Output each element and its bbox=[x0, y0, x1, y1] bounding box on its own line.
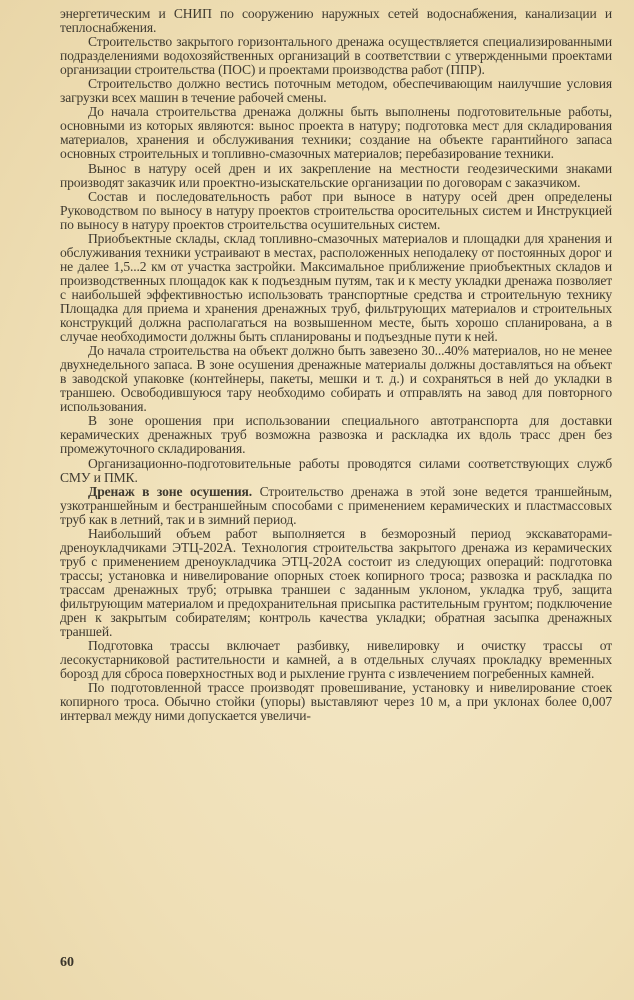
page-body bbox=[60, 7, 612, 723]
paragraph: Вынос в натуру осей дрен и их закрепление на местности геодезическими знаками производят заказчик или проектно-изыскательские организации по договорам с заказчиком. bbox=[60, 160, 612, 190]
paragraph: энергетическим и СНИП по сооружению наружных сетей водоснабжения, канализации и теплоснабжения. bbox=[60, 6, 612, 36]
paragraph: По подготовленной трассе производят провешивание, установку и нивелирование стоек копирного троса. Обычно стойки (упоры) выставляют через 10 м, а при уклонах более 0,007 интервал между ними допускается увеличи- bbox=[60, 680, 612, 724]
paragraph-text: Строительство дренажа в этой зоне ведется траншейным, узкотраншейным и бестраншейным способами с применением керамических и пластмассовых труб как в летний, так и в зимний период. bbox=[60, 483, 612, 527]
paragraph: Приобъектные склады, склад топливно-смазочных материалов и площадки для хранения и обслуживания техники устраивают в местах, расположенных неподалеку от постоянных дорог и не далее 1,5...2 км от участка застройки. Максимальное приближение приобъектных складов и производственных площадок как к подъездным путям, так и к месту укладки дренажа позволяет с наибольшей эффективностью использовать транспортные средства и строительную технику Площадка для приема и хранения дренажных труб, фильтрующих материалов и строительных конструкций должна располагаться на возвышенном месте, быть хорошо спланирована, а в случае необходимости должны быть спланированы и подъездные пути к ней. bbox=[60, 230, 612, 345]
paragraph: В зоне орошения при использовании специального автотранспорта для доставки керамических дренажных труб возможна развозка и раскладка их вдоль трасс дрен без промежуточного складирования. bbox=[60, 413, 612, 457]
paragraph: Строительство закрытого горизонтального дренажа осуществляется специализированными подразделениями водохозяйственных организаций в соответствии с утвержденными проектами организации строительства (ПОС) и проектами производства работ (ППР). bbox=[60, 34, 612, 78]
paragraph: Подготовка трассы включает разбивку, нивелировку и очистку трассы от лесокустарниковой растительности и камней, а в отдельных случаях прокладку временных борозд для сброса поверхностных вод и рыхление грунта с извлечением погребенных камней. bbox=[60, 638, 612, 682]
paragraph: До начала строительства на объект должно быть завезено 30...40% материалов, но не менее двухнедельного запаса. В зоне осушения дренажные материалы должны доставляться на объект в заводской упаковке (контейнеры, пакеты, мешки и т. д.) и сохраняться в ней до укладки в траншею. Освободившуюся тару необходимо собирать и отправлять на завод для повторного использования. bbox=[60, 343, 612, 415]
paragraph: До начала строительства дренажа должны быть выполнены подготовительные работы, основными из которых являются: вынос проекта в натуру; подготовка мест для складирования материалов, хранения и обслуживания техники; создание на объекте гарантийного запаса основных строительных и топливно-смазочных материалов; перебазирование техники. bbox=[60, 104, 612, 162]
paragraph: Состав и последовательность работ при выносе в натуру осей дрен определены Руководством по выносу в натуру проектов строительства оросительных систем и Инструкцией по выносу в натуру проектов строительства осушительных систем. bbox=[60, 188, 612, 232]
paragraph: Организационно-подготовительные работы проводятся силами соответствующих служб СМУ и ПМК. bbox=[60, 455, 612, 485]
section-heading: Дренаж в зоне осушения. bbox=[88, 483, 252, 499]
paragraph: Строительство должно вестись поточным методом, обеспечивающим наилучшие условия загрузки всех машин в течение рабочей смены. bbox=[60, 76, 612, 106]
page-number: 60 bbox=[60, 955, 74, 970]
paragraph-with-heading bbox=[60, 485, 612, 527]
paragraph: Наибольший объем работ выполняется в безморозный период экскаваторами-дреноукладчиками ЭТЦ-202А. Технология строительства закрытого дренажа из керамических труб с применением дреноукладчика ЭТЦ-202А состоит из следующих операций: подготовка трассы; установка и нивелирование опорных стоек копирного троса; развозка и раскладка по трассам дренажных труб; отрывка траншеи с заданным уклоном, укладка труб, защита фильтрующим материалом и предохранительная присыпка растительным грунтом; подключение дрен к закрытым собирателям; контроль качества укладки; обратная засыпка дренажных траншей. bbox=[60, 525, 612, 640]
